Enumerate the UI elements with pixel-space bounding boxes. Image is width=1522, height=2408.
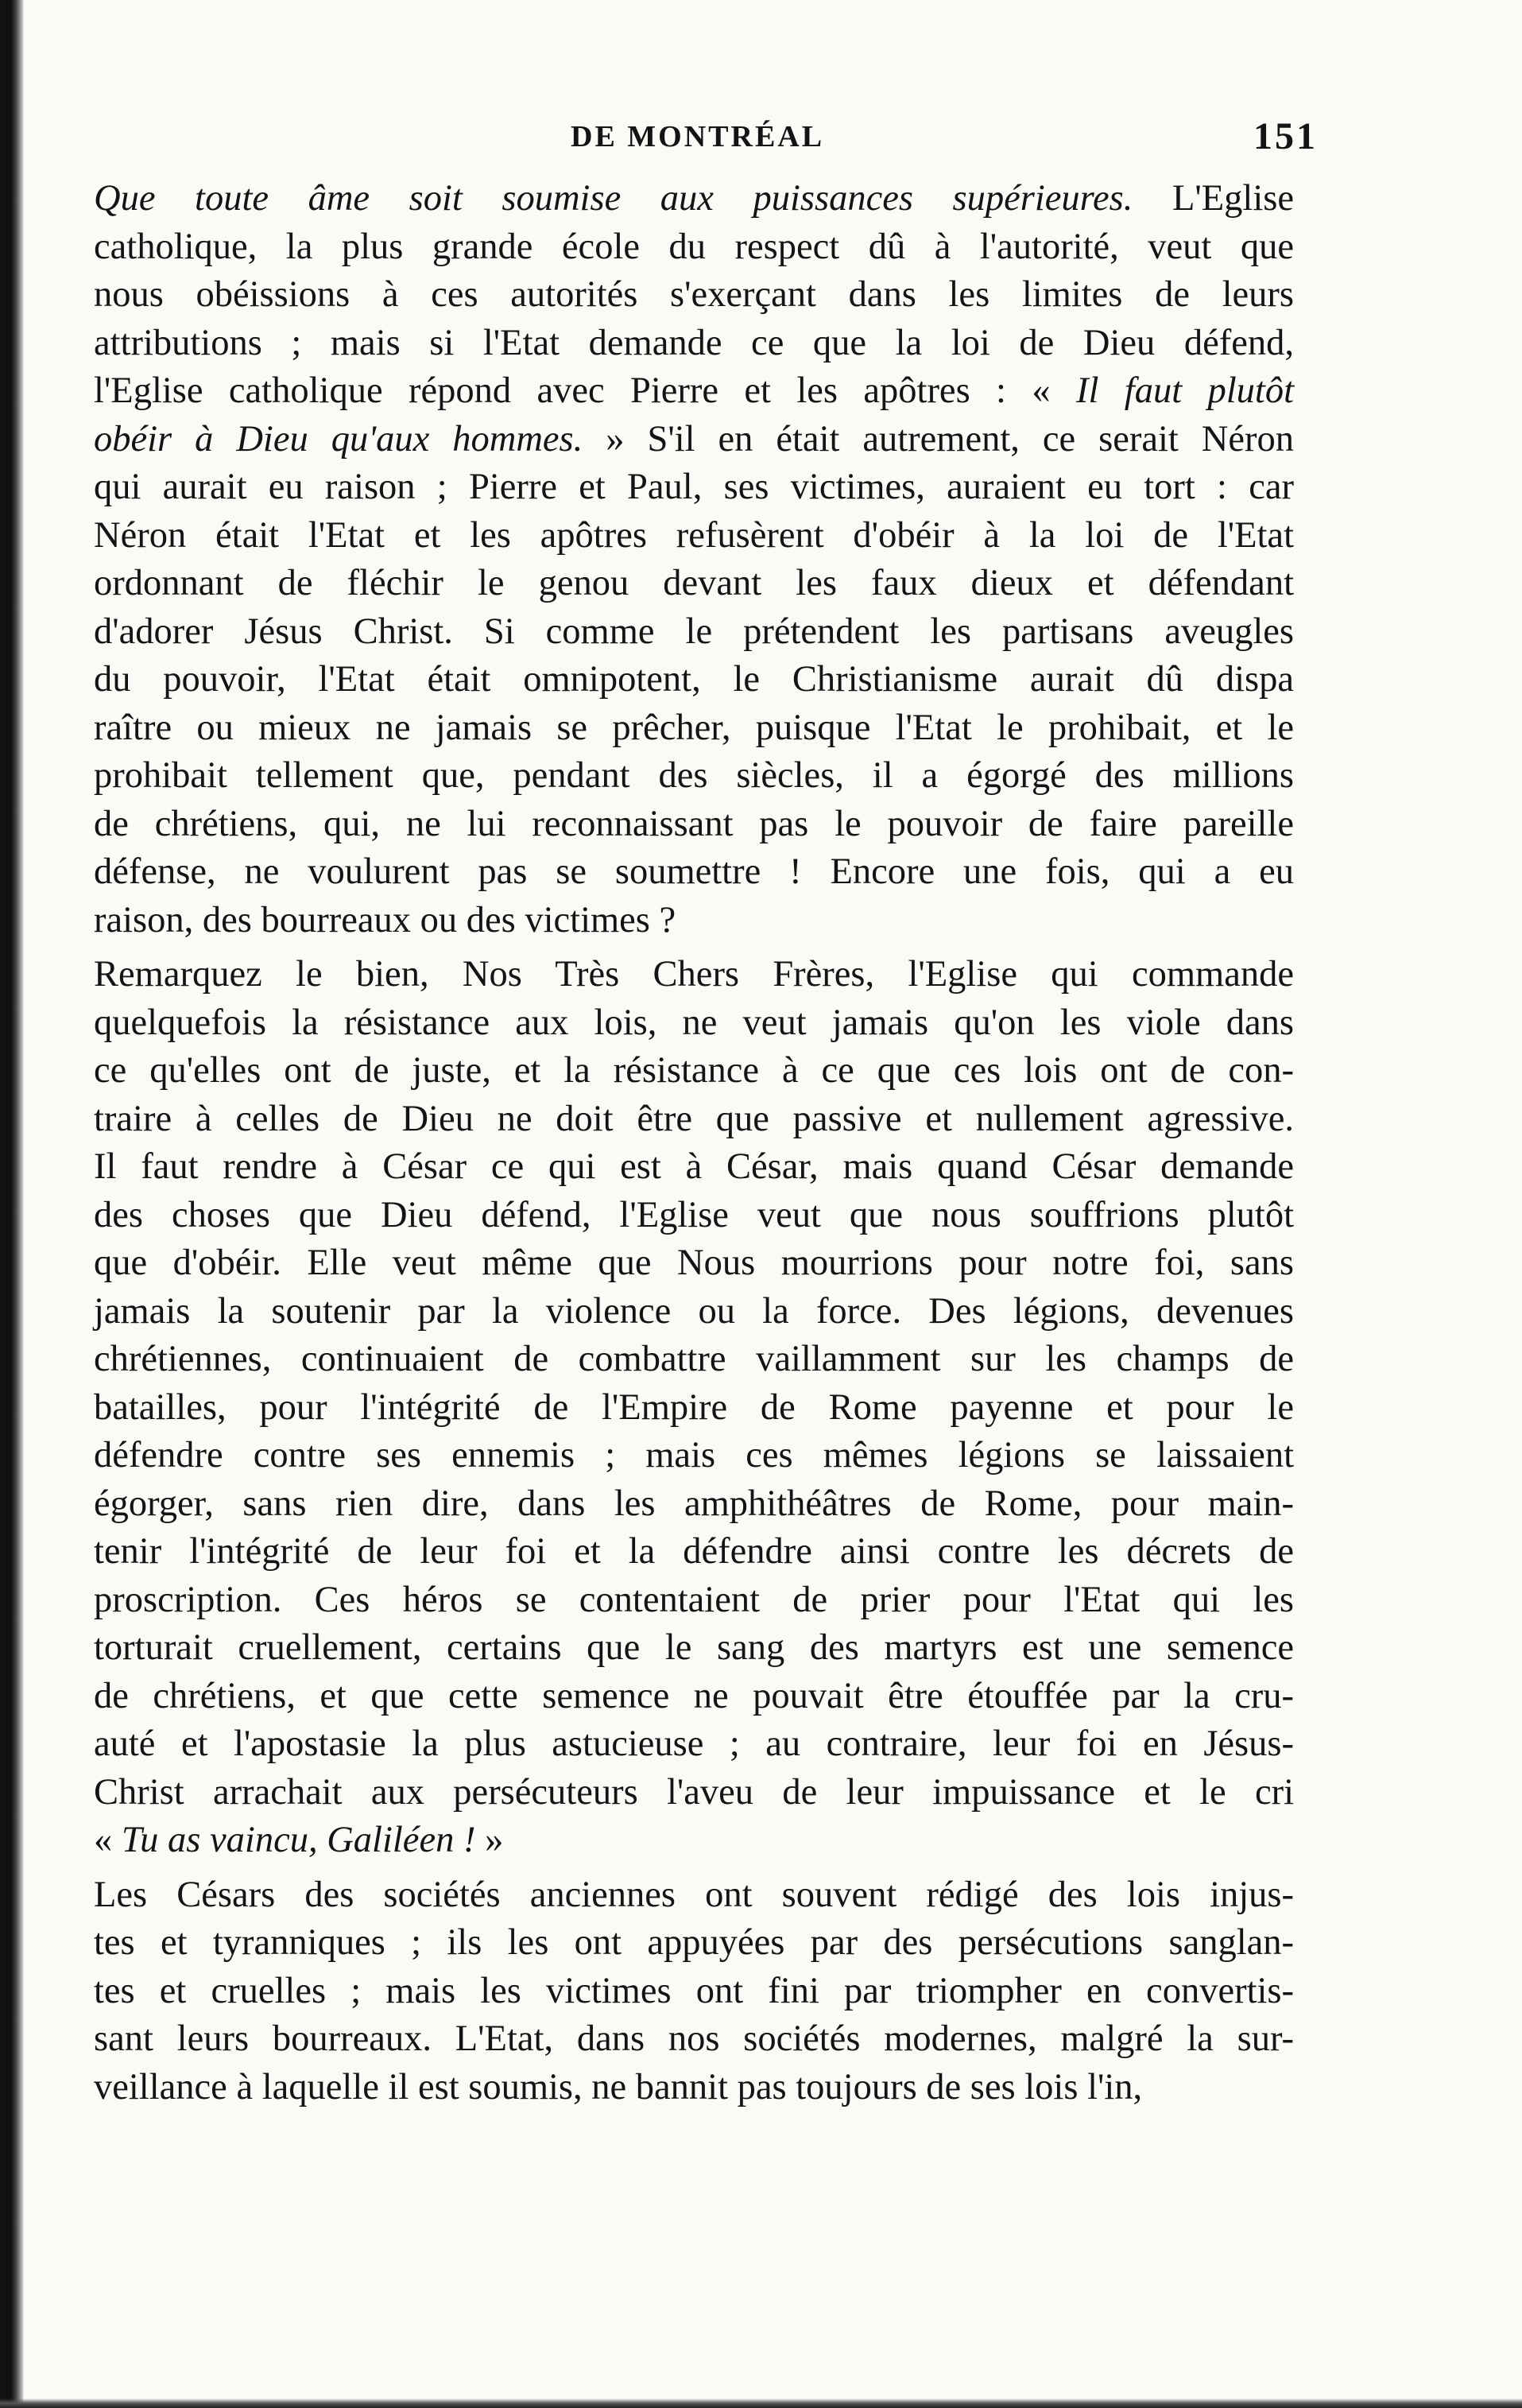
text-run: qui aurait eu raison ; Pierre et Paul, ses victimes, auraient eu tort : car [94, 467, 1294, 507]
page-bottom-edge [0, 2398, 1522, 2408]
text-run: prohibait tellement que, pendant des siècles, il a égorgé des millions [94, 755, 1294, 796]
text-run: raison, des bourreaux ou des victimes ? [94, 899, 676, 940]
text-run: que d'obéir. Elle veut même que Nous mourrions pour notre foi, sans [94, 1243, 1294, 1283]
text-run: L'Eglise [1172, 178, 1294, 219]
paragraph [94, 175, 1294, 944]
text-line [94, 2064, 1294, 2112]
text-line [94, 1817, 1294, 1865]
text-line [94, 1673, 1294, 1721]
text-run: Les Césars des sociétés anciennes ont souvent rédigé des lois injus- [94, 1874, 1294, 1915]
text-line [94, 416, 1294, 464]
text-run: de chrétiens, qui, ne lui reconnaissant pas le pouvoir de faire pareille [94, 803, 1294, 844]
text-run: Christ arrachait aux persécuteurs l'aveu de leur impuissance et le cri [94, 1771, 1294, 1813]
text-run: ordonnant de fléchir le genou devant les faux dieux et défendant [94, 563, 1294, 603]
text-run: Il faut rendre à César ce qui est à César, mais quand César demande [94, 1146, 1294, 1187]
text-run: ce qu'elles ont de juste, et la résistance à ce que ces lois ont de con- [94, 1050, 1294, 1091]
text-line [94, 175, 1294, 223]
text-line [94, 463, 1294, 512]
text-line [94, 2015, 1294, 2064]
text-line [94, 951, 1294, 999]
text-run: égorger, sans rien dire, dans les amphithéâtres de Rome, pour main- [94, 1483, 1294, 1524]
text-run: Néron était l'Etat et les apôtres refusèrent d'obéir à la loi de l'Etat [94, 514, 1294, 556]
text-run: traire à celles de Dieu ne doit être que passive et nullement agressive. [94, 1098, 1294, 1139]
text-line [94, 512, 1294, 560]
text-run: des choses que Dieu défend, l'Eglise veut que nous souffrions plutôt [94, 1194, 1294, 1235]
text-line [94, 1528, 1294, 1576]
text-line [94, 1192, 1294, 1240]
text-line [94, 1384, 1294, 1433]
text-line [94, 223, 1294, 272]
text-line [94, 1919, 1294, 1968]
text-run: « [94, 1820, 122, 1860]
text-run: catholique, la plus grande école du respect dû à l'autorité, veut que [94, 226, 1294, 267]
text-run: chrétiennes, continuaient de combattre vaillamment sur les champs de [94, 1339, 1294, 1379]
text-line [94, 752, 1294, 801]
book-page [94, 103, 1318, 2111]
text-run: tenir l'intégrité de leur foi et la défendre ainsi contre les décrets de [94, 1531, 1294, 1572]
italic-text: Que toute âme soit soumise aux puissances supérieures. [94, 178, 1172, 219]
text-line [94, 1288, 1294, 1336]
text-run: quelquefois la résistance aux lois, ne veut jamais qu'on les viole dans [94, 1002, 1294, 1043]
text-run: nous obéissions à ces autorités s'exerçant dans les limites de leurs [94, 274, 1294, 315]
text-line [94, 1336, 1294, 1384]
text-line [94, 367, 1294, 416]
text-run: tes et tyranniques ; ils les ont appuyées par des persécutions sanglan- [94, 1922, 1294, 1963]
text-run: du pouvoir, l'Etat était omnipotent, le Christianisme aurait dû dispa [94, 659, 1294, 700]
paragraph [94, 951, 1294, 1865]
text-run: torturait cruellement, certains que le sang des martyrs est une semence [94, 1627, 1294, 1668]
paragraph [94, 1871, 1294, 2112]
text-line [94, 1720, 1294, 1769]
text-line [94, 1480, 1294, 1529]
text-line [94, 1239, 1294, 1288]
text-line [94, 1769, 1294, 1817]
italic-text: Il faut plutôt [1075, 370, 1294, 411]
text-run: proscription. Ces héros se contentaient de prier pour l'Etat qui les [94, 1579, 1294, 1620]
text-line [94, 1624, 1294, 1673]
text-run: auté et l'apostasie la plus astucieuse ; au contraire, leur foi en Jésus- [94, 1724, 1294, 1764]
text-line [94, 848, 1294, 897]
text-line [94, 897, 1294, 945]
page-binding-edge [0, 0, 24, 2408]
page-number: 151 [1253, 115, 1318, 157]
text-run: Remarquez le bien, Nos Très Chers Frères, l'Eglise qui commande [94, 954, 1294, 995]
text-run: » S'il en était autrement, ce serait Néron [583, 418, 1294, 459]
text-run: » [475, 1820, 504, 1860]
text-line [94, 999, 1294, 1048]
body-text [94, 175, 1294, 2111]
text-line [94, 271, 1294, 320]
text-line [94, 656, 1294, 704]
text-line [94, 1143, 1294, 1192]
text-line [94, 320, 1294, 368]
text-run: batailles, pour l'intégrité de l'Empire de Rome payenne et pour le [94, 1386, 1294, 1428]
page-header [94, 103, 1318, 175]
text-line [94, 1576, 1294, 1625]
text-run: défense, ne voulurent pas se soumettre ! Encore une fois, qui a eu [94, 851, 1294, 892]
text-run: attributions ; mais si l'Etat demande ce que la loi de Dieu défend, [94, 322, 1294, 363]
text-run: tes et cruelles ; mais les victimes ont fini par triompher en convertis- [94, 1970, 1294, 2011]
text-run: sant leurs bourreaux. L'Etat, dans nos sociétés modernes, malgré la sur- [94, 2018, 1294, 2059]
italic-text: obéir à Dieu qu'aux hommes. [94, 418, 583, 459]
text-line [94, 1095, 1294, 1144]
text-run: défendre contre ses ennemis ; mais ces mêmes légions se laissaient [94, 1435, 1294, 1475]
text-line [94, 1432, 1294, 1480]
text-run: l'Eglise catholique répond avec Pierre et les apôtres : « [94, 370, 1076, 411]
text-line [94, 704, 1294, 753]
text-run: d'adorer Jésus Christ. Si comme le prétendent les partisans aveugles [94, 611, 1294, 652]
running-head: DE MONTRÉAL [571, 120, 825, 153]
italic-text: Tu as vaincu, Galiléen ! [121, 1820, 476, 1860]
text-run: de chrétiens, et que cette semence ne pouvait être étouffée par la cru- [94, 1675, 1294, 1716]
text-line [94, 608, 1294, 657]
text-line [94, 1047, 1294, 1095]
text-run: jamais la soutenir par la violence ou la force. Des légions, devenues [94, 1290, 1294, 1332]
text-line [94, 560, 1294, 608]
text-run: veillance à laquelle il est soumis, ne bannit pas toujours de ses lois l'in, [94, 2066, 1143, 2107]
text-run: raître ou mieux ne jamais se prêcher, puisque l'Etat le prohibait, et le [94, 707, 1294, 748]
text-line [94, 1968, 1294, 2016]
text-line [94, 1871, 1294, 1920]
text-line [94, 801, 1294, 849]
